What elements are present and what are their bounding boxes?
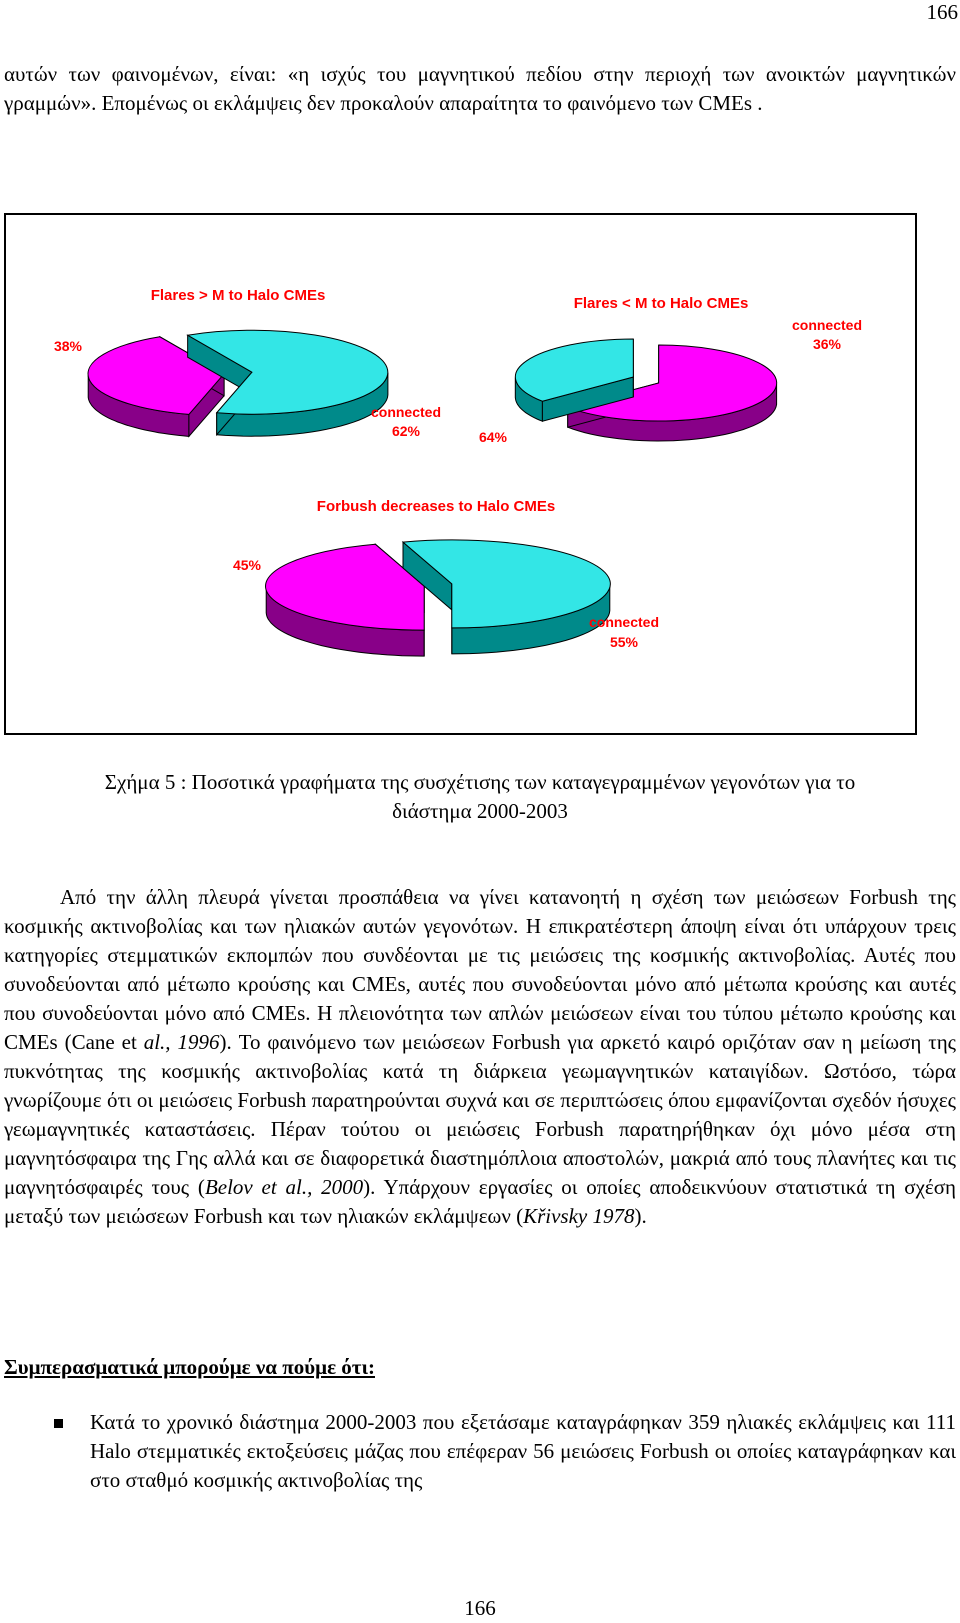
pie3-connected-label: connected — [588, 614, 660, 630]
conclusion-heading: Συμπερασματικά μπορούμε να πούμε ότι: — [4, 1355, 375, 1379]
intro-paragraph: αυτών των φαινομένων, είναι: «η ισχύς του μαγνητικού πεδίου στην περιοχή των ανοικτών μαγνητικών γραμμών». Επομένως οι εκλάμψεις δεν προκαλούν απαραίτητα το φαινόμενο των CMEs . — [4, 62, 956, 115]
body-text-a: Από την άλλη πλευρά γίνεται προσπάθεια να γίνει κατανοητή η σχέση των μειώσεων Forbush της κοσμικής ακτινοβολίας και των ηλιακών αυτών γεγονότων. Η επικρατέστερη άποψη είναι ότι υπάρχουν τρεις κατηγορίες στεμματικών εκπομπών που συνδέονται με τις μειώσεις της κοσμικής ακτινοβολίας. Αυτές που συνοδεύονται από μέτωπο κρούσης και CMEs, αυτές που συνοδεύονται μόνο από μέτωπα κρούσης και αυτές που συνοδεύονται μόνο από CMEs. Η πλειονότητα των απλών μειώσεων είναι του τύπου μέτωπο κρούσης και CMEs (Cane et — [4, 885, 956, 1054]
pie3-pct-a: 45% — [232, 557, 262, 573]
pie1-pct-a: 38% — [53, 338, 83, 354]
ref-cane: al., 1996 — [143, 1030, 220, 1054]
pie1-pct-b: 62% — [391, 423, 421, 439]
body-paragraph — [4, 883, 956, 1231]
figure-caption — [0, 768, 960, 826]
pie3-pct-b: 55% — [609, 634, 639, 650]
pie2-connected-label: connected — [791, 317, 863, 333]
ref-krivsky: Křivsky 1978 — [523, 1204, 635, 1228]
pie2-title: Flares < M to Halo CMEs — [573, 295, 749, 312]
pie-charts-svg — [6, 215, 915, 733]
pie1-title: Flares > M to Halo CMEs — [150, 287, 326, 304]
body-text-d: ). — [634, 1204, 647, 1228]
pie-flares-gt-m — [88, 330, 388, 436]
pie-charts-figure — [4, 213, 917, 735]
body-text-c: ). Υπάρχουν εργασίες οι οποίες αποδεικνύουν στατιστικά τη σχέση μεταξύ των μειώσεων Forbush και των ηλιακών εκλάμψεων ( — [4, 1175, 957, 1228]
caption-line-2: διάστημα 2000-2003 — [392, 799, 568, 823]
page-number-bottom: 166 — [464, 1596, 496, 1620]
caption-line-1: Σχήμα 5 : Ποσοτικά γραφήματα της συσχέτισης των καταγεγραμμένων γεγονότων για το — [104, 770, 856, 794]
pie1-connected-label: connected — [370, 404, 442, 420]
page-number-top: 166 — [926, 0, 958, 24]
pie-forbush — [266, 540, 611, 656]
pie2-pct-b: 36% — [812, 336, 842, 352]
pie-flares-lt-m — [515, 339, 776, 441]
bullet-item: Κατά το χρονικό διάστημα 2000-2003 που εξετάσαμε καταγράφηκαν 359 ηλιακές εκλάμψεις και 111 Halo στεμματικές εκτοξεύσεις μάζας που επέφεραν 56 μειώσεις Forbush οι οποίες καταγράφηκαν και στο σταθμό κοσμικής ακτινοβολίας της — [90, 1410, 956, 1492]
body-text-b: ). Το φαινόμενο των μειώσεων Forbush για αρκετό καιρό οριζόταν σαν η μείωση της πυκνότητας της κοσμικής ακτινοβολίας κατά τη διάρκεια γεωμαγνητικών καταιγίδων. Ωστόσο, τώρα γνωρίζουμε ότι οι μειώσεις Forbush παρατηρούνται συχνά και σε περιπτώσεις όπου εμφανίζονται σχεδόν ήσυχες γεωμαγνητικές καταστάσεις. Πέραν τούτου οι μειώσεις Forbush παρατηρήθηκαν όχι μόνο μέσα στη μαγνητόσφαιρα της Γης αλλά και σε διαφορετικά διαστημόπλοια αποστολών, μακριά από τους πλανήτες και τις μαγνητόσφαιρές τους ( — [4, 1030, 956, 1199]
bullet-square-icon — [54, 1419, 63, 1428]
ref-belov: Belov et al., 2000 — [204, 1175, 364, 1199]
pie3-title: Forbush decreases to Halo CMEs — [316, 498, 556, 515]
pie2-pct-a: 64% — [478, 429, 508, 445]
